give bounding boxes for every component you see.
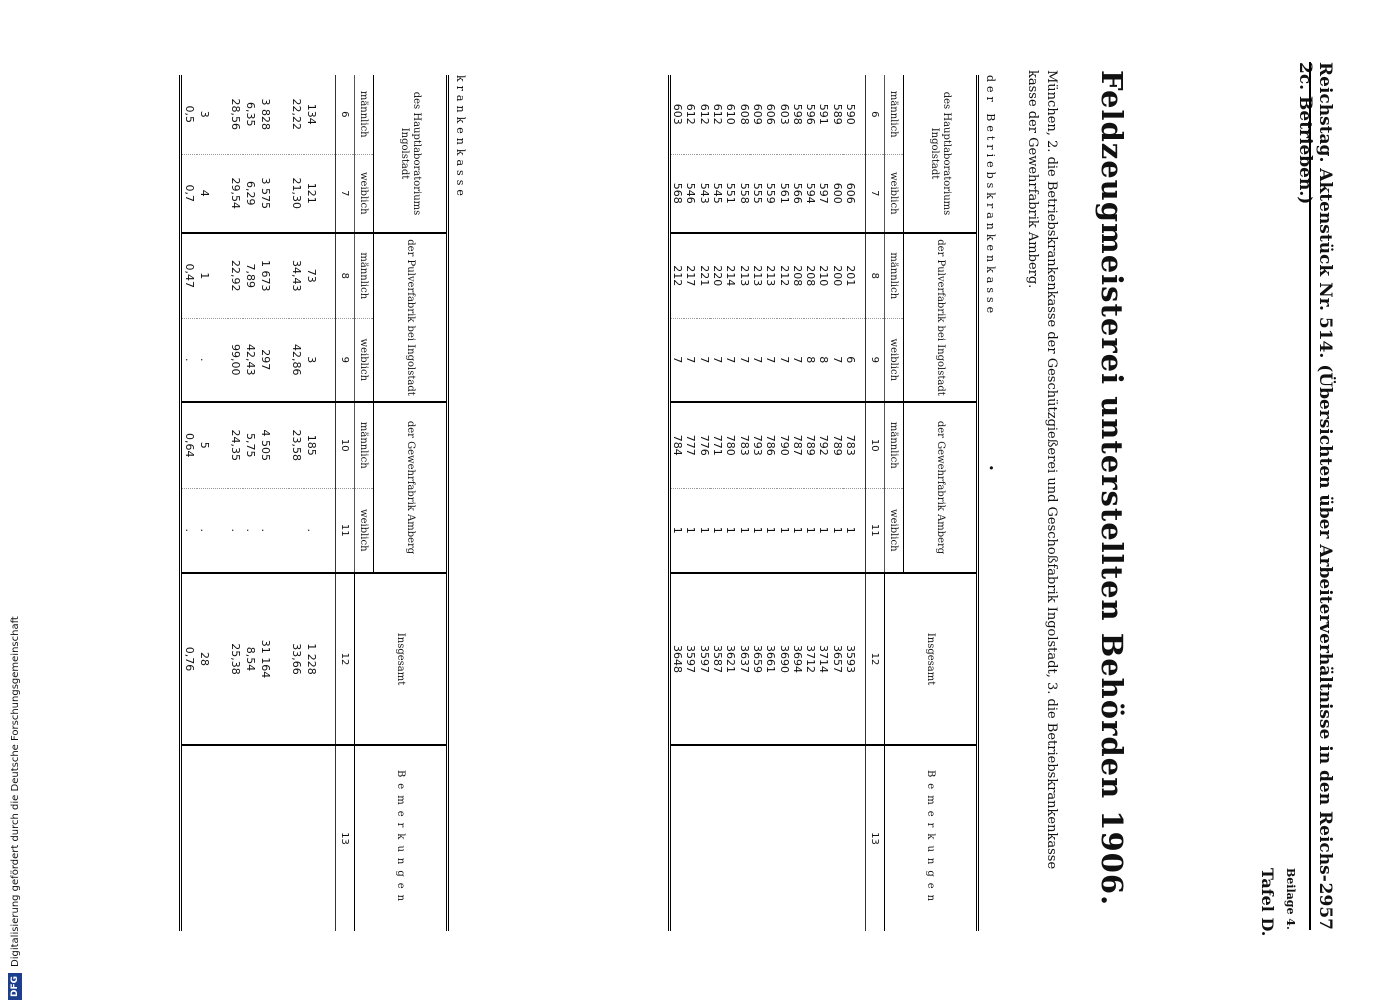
table-cell: 3597 [684,573,697,745]
table-cell: 606 [844,154,866,233]
table-cell: 1 [197,233,228,318]
caption-dot: • [984,464,997,476]
table-cell: 566 [791,154,804,233]
table-row [304,75,336,931]
table-cell: 3657 [830,573,843,745]
table-cell: 7 [791,318,804,402]
table-cell: 42,86 [289,318,304,402]
group-insgesamt: Insgesamt [355,573,448,745]
table-cell: 5 [197,402,228,488]
table-cell: 7 [830,318,843,402]
sub-header: weiblich [885,154,904,233]
table-cell [830,745,843,931]
column-number: 6 [336,75,355,154]
table-cell: 784 [669,402,684,488]
table-cell [697,745,710,931]
table-cell: 787 [791,402,804,488]
table-cell: 34,43 [289,233,304,318]
table-cell: 591 [817,103,831,125]
sub-header: männlich [355,402,374,488]
table-upper [668,75,979,931]
table-cell: 8,54 [243,573,258,745]
table-cell [817,745,830,931]
table-cell: 1 228 [304,573,336,745]
table-cell: 612 [711,103,725,125]
table-cell: 5,75 [243,402,258,488]
table-cell: 3621 [724,573,737,745]
table-lower-body [181,75,336,931]
table-cell: 3694 [791,573,804,745]
table-cell [844,745,866,931]
table-row [181,75,198,931]
table-cell: 8 [804,318,817,402]
table-cell [751,745,764,931]
footer-note: Digitalisierung gefördert durch die Deutsche Forschungsgemeinschaft [9,616,21,967]
table-cell: 777 [684,402,697,488]
table-cell: 3 [304,318,336,402]
table-cell [228,745,243,931]
column-number: 7 [866,154,885,233]
table-cell: 3712 [804,573,817,745]
table-row [669,75,684,931]
table-cell: 73 [304,233,336,318]
table-cell: 212 [777,233,790,318]
caption-top-text: der Betriebskrankenkasse [984,75,997,318]
table-cell: 121 [304,154,336,233]
table-cell: 7 [684,318,697,402]
column-number: 8 [336,233,355,318]
table-cell: 589 [830,103,844,125]
table-cell: 4 505 [258,402,289,488]
sub-header: weiblich [885,318,904,402]
table-cell: 793 [751,402,764,488]
column-number: 10 [336,402,355,488]
table-cell: . [243,488,258,573]
table-cell: 7 [751,318,764,402]
table-cell [669,745,684,931]
column-number: 12 [866,573,885,745]
table-row [764,75,777,931]
table-cell: 606 [764,103,778,125]
table-cell: 6,35 [244,102,257,127]
table-cell: 1 [804,488,817,573]
table-cell: 546 [684,154,697,233]
table-row [684,75,697,931]
table-cell: 1 [830,488,843,573]
table-cell: 28 [197,573,228,745]
header-rule [1309,62,1311,930]
table-cell: 7 [697,318,710,402]
table-cell: 29,54 [228,154,243,233]
table-cell: 780 [724,402,737,488]
group-pulverfabrik: der Pulverfabrik bei Ingolstadt [374,233,448,402]
table-cell: 221 [697,233,710,318]
table-row [697,75,710,931]
group-bemerkungen: Bemerkungen [355,745,448,931]
sub-header: weiblich [885,488,904,573]
table-cell: 1 [844,488,866,573]
table-cell: 559 [764,154,777,233]
table-row [724,75,737,931]
sub-header: männlich [355,75,374,154]
table-cell: 220 [711,233,724,318]
table-row [228,75,243,931]
table-cell: 1 [751,488,764,573]
table-cell: 134 [305,103,318,125]
table-cell: 213 [751,233,764,318]
table-cell: 3637 [737,573,750,745]
table-cell: 610 [724,103,738,125]
table-cell: 24,35 [228,402,243,488]
table-cell: 568 [669,154,684,233]
table-cell [289,488,304,573]
table-cell: 201 [844,233,866,318]
table-cell: 210 [817,233,830,318]
table-cell: 22,92 [228,233,243,318]
table-cell: 213 [764,233,777,318]
table-cell: 603 [671,103,685,125]
table-cell: 1 [711,488,724,573]
running-head-title: Reichstag. Aktenstück Nr. 514. (Übersichten über Arbeiterverhältnisse in den Reichs- 2c. Betrieben.) [1295,62,1335,882]
table-cell: 31 164 [258,573,289,745]
table-cell [764,745,777,931]
table-cell: . [181,318,198,402]
group-gewehrfabrik: der Gewehrfabrik Amberg [374,402,448,573]
table-cell [304,745,336,931]
table-cell: . [197,318,228,402]
tafel-label: Tafel D. [1258,868,1277,937]
table-cell: 3648 [669,573,684,745]
running-head [1295,62,1335,930]
table-cell: 1 [791,488,804,573]
table-cell: . [181,488,198,573]
table-cell: 4 [197,154,228,233]
table-lower [179,75,449,931]
table-cell: . [197,488,228,573]
table-cell: 22,22 [290,98,303,130]
column-number: 11 [866,488,885,573]
table-cell: 7 [724,318,737,402]
table-cell: 0,76 [181,573,198,745]
page-number: 2957 [1315,882,1335,930]
table-cell: 608 [737,103,751,125]
table-cell [724,745,737,931]
table-cell [258,745,289,931]
sub-header: weiblich [355,154,374,233]
column-number: 10 [866,402,885,488]
column-number: 9 [336,318,355,402]
table-cell: 297 [258,318,289,402]
table-cell [711,745,724,931]
table-row [197,75,228,931]
group-gewehrfabrik: der Gewehrfabrik Amberg [904,402,978,573]
table-cell: 1 [777,488,790,573]
table-row [791,75,804,931]
table-row [844,75,866,931]
table-cell: 790 [777,402,790,488]
table-cell: 7 [711,318,724,402]
group-hauptlab: des Hauptlaboratoriums Ingolstadt [374,75,448,233]
table-cell: 8 [817,318,830,402]
column-number: 9 [866,318,885,402]
table-cell: 7 [737,318,750,402]
table-cell: 789 [830,402,843,488]
table-cell: 1 [764,488,777,573]
sub-header: männlich [355,233,374,318]
table-cell [804,745,817,931]
caption-bottom: krankenkasse [454,75,467,200]
group-insgesamt: Insgesamt [885,573,978,745]
table-cell: 0,7 [181,154,198,233]
table-row [711,75,724,931]
column-number: 6 [866,75,885,154]
sub-header: männlich [885,233,904,318]
sub-header: männlich [885,402,904,488]
table-cell: 598 [790,103,804,125]
table-cell: 0,47 [181,233,198,318]
sub-header: weiblich [355,488,374,573]
page-title: Feldzeugmeisterei unterstellten Behörden 1906. [1095,70,1129,907]
group-hauptlab: des Hauptlaboratoriums Ingolstadt [904,75,978,233]
table-cell: 1 [697,488,710,573]
table-cell [197,745,228,931]
table-cell: 33,66 [289,573,304,745]
table-cell: 597 [817,154,830,233]
table-cell: 594 [804,154,817,233]
table-cell: 208 [804,233,817,318]
table-cell: 3587 [711,573,724,745]
table-cell: 3659 [751,573,764,745]
table-cell: 771 [711,402,724,488]
table-row [243,75,258,931]
table-cell [181,745,198,931]
sub-header: männlich [885,75,904,154]
table-cell: . [304,488,336,573]
table-cell: 596 [804,103,818,125]
table-cell: 200 [830,233,843,318]
table-cell: 1 [737,488,750,573]
column-number: 13 [866,745,885,931]
table-cell: 786 [764,402,777,488]
sub-header: weiblich [355,318,374,402]
table-cell: 7 [764,318,777,402]
table-cell [777,745,790,931]
table-cell: 1 [669,488,684,573]
table-row [751,75,764,931]
column-number: 12 [336,573,355,745]
table-cell: 1 673 [258,233,289,318]
table-row [289,75,304,931]
table-cell: 3 575 [258,154,289,233]
table-row [777,75,790,931]
table-cell: 213 [737,233,750,318]
table-cell: 28,56 [229,98,242,130]
table-cell: 3597 [697,573,710,745]
table-cell: 609 [750,103,764,125]
table-cell: 543 [697,154,710,233]
table-cell: 603 [777,103,791,125]
table-row [737,75,750,931]
table-cell: 3714 [817,573,830,745]
table-cell: 545 [711,154,724,233]
column-number: 7 [336,154,355,233]
table-cell: 783 [737,402,750,488]
table-cell: 0,5 [183,105,196,123]
column-number: 8 [866,233,885,318]
page-subtitle: München, 2. die Betriebskrankenkasse der Geschützgießerei und Geschoßfabrik Ingolstadt, 3. die Betriebskrankenkasse kasse der Gewehrfabrik Amberg. [1025,70,1059,870]
table-cell [791,745,804,931]
table-cell: 21,30 [289,154,304,233]
table-cell: 7 [777,318,790,402]
table-cell: 1 [724,488,737,573]
beilage-label: Beilage 4. [1284,868,1297,930]
table-cell: 23,58 [289,402,304,488]
table-cell: 783 [844,402,866,488]
table-cell: 551 [724,154,737,233]
table-cell [684,745,697,931]
table-cell: 612 [697,103,711,125]
table-upper-body [669,75,865,931]
table-row [258,75,289,931]
table-cell: 0,64 [181,402,198,488]
table-cell: 7 [669,318,684,402]
table-cell: 217 [684,233,697,318]
table-cell: 612 [684,103,698,125]
table-row [804,75,817,931]
table-cell: 561 [777,154,790,233]
table-row [830,75,843,931]
table-cell: 6,29 [243,154,258,233]
table-cell: . [228,488,243,573]
column-number: 11 [336,488,355,573]
table-cell: 555 [751,154,764,233]
group-pulverfabrik: der Pulverfabrik bei Ingolstadt [904,233,978,402]
table-cell: 789 [804,402,817,488]
group-bemerkungen: Bemerkungen [885,745,978,931]
table-cell: 3 [198,110,211,118]
column-number: 13 [336,745,355,931]
table-cell: 208 [791,233,804,318]
table-cell: 212 [669,233,684,318]
table-cell: 1 [817,488,830,573]
table-cell: 6 [844,318,866,402]
table-cell: 99,00 [228,318,243,402]
table-cell [289,745,304,931]
table-cell: 590 [844,103,857,125]
table-cell [243,745,258,931]
table-cell: 214 [724,233,737,318]
table-cell: 42,43 [243,318,258,402]
table-cell: 558 [737,154,750,233]
table-cell: 776 [697,402,710,488]
table-row [817,75,830,931]
table-cell: 7,89 [243,233,258,318]
dfg-logo: DFG [8,973,22,1000]
table-cell: 3593 [844,573,866,745]
table-cell [737,745,750,931]
table-cell: 792 [817,402,830,488]
table-cell: 3 828 [259,98,272,130]
table-cell: 3690 [777,573,790,745]
table-cell: 3661 [764,573,777,745]
table-cell: . [258,488,289,573]
table-cell: 1 [684,488,697,573]
table-cell: 600 [830,154,843,233]
table-cell: 25,38 [228,573,243,745]
caption-top [984,75,997,475]
table-cell: 185 [304,402,336,488]
